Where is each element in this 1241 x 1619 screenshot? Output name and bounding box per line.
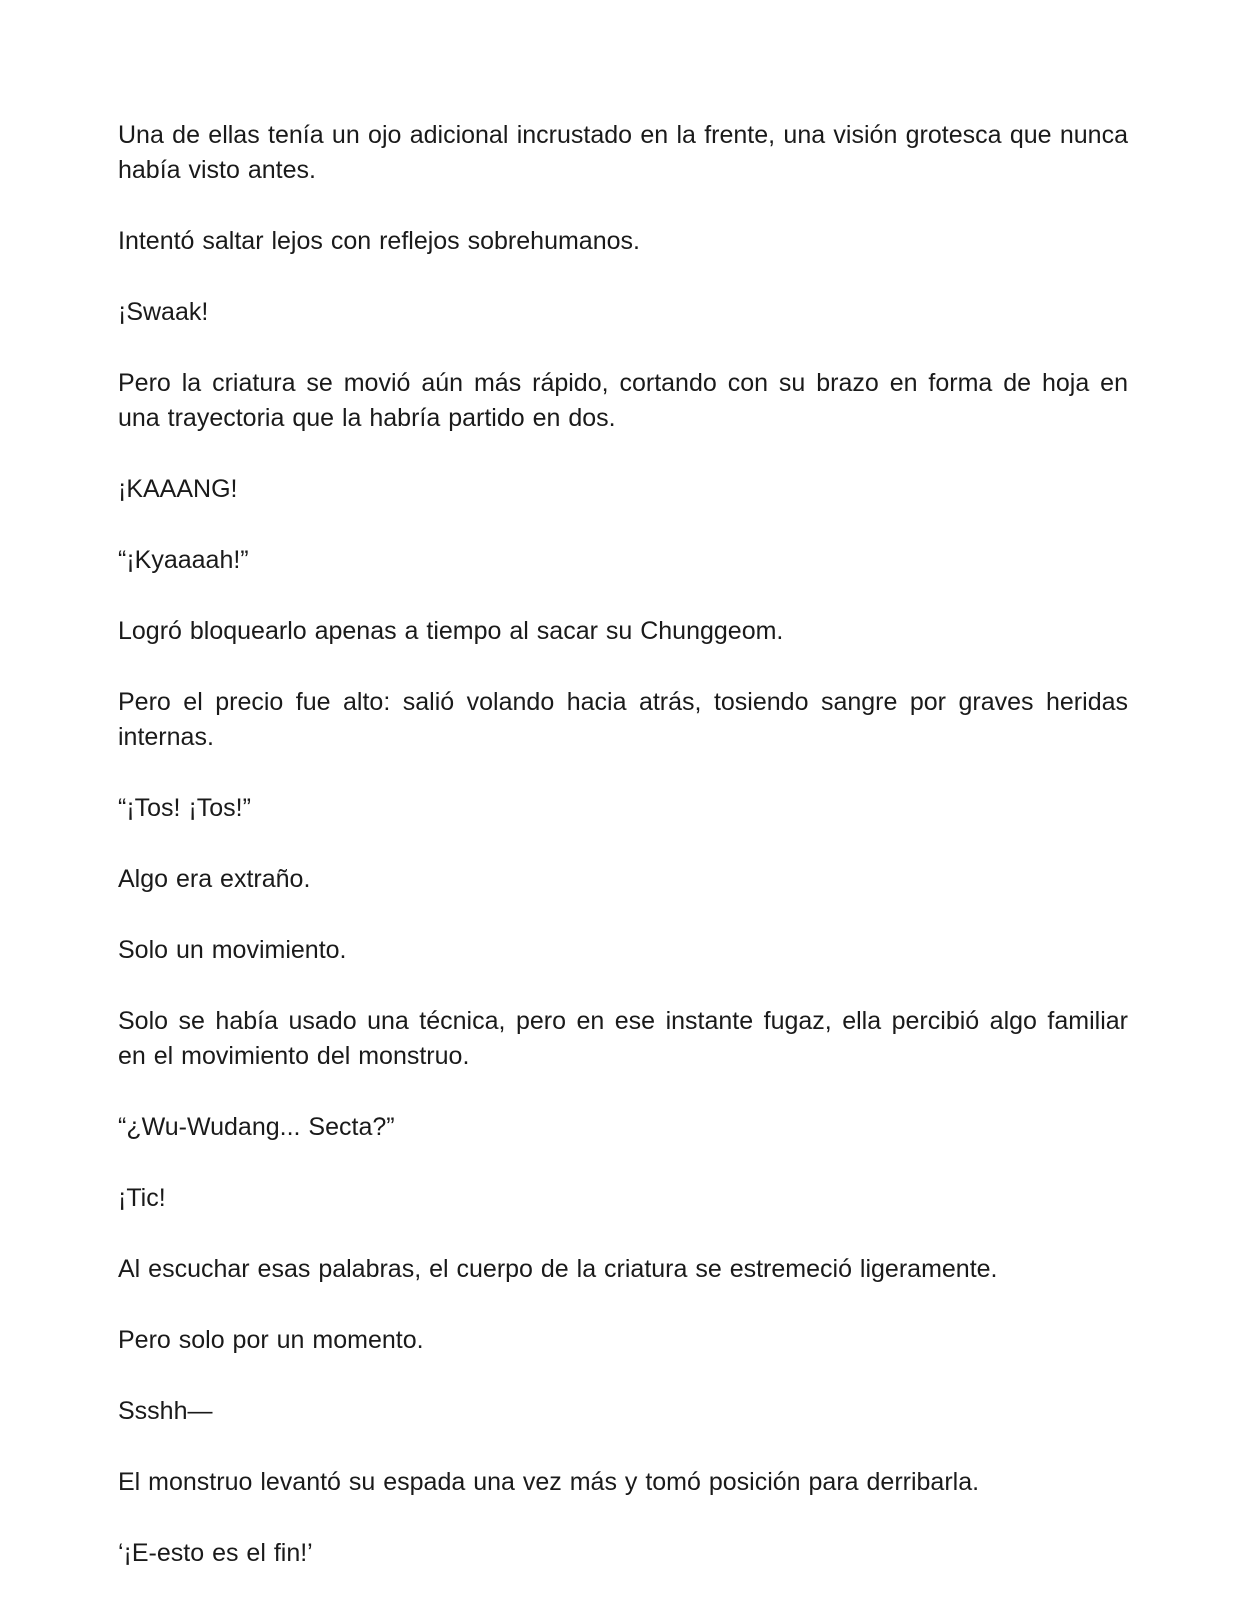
paragraph: Al escuchar esas palabras, el cuerpo de la criatura se estremeció ligeramente.: [118, 1255, 998, 1283]
paragraph: “¿Wu-Wudang... Secta?”: [118, 1113, 395, 1141]
text-body: [118, 118, 1128, 1607]
paragraph: Logró bloquearlo apenas a tiempo al sacar su Chunggeom.: [118, 617, 784, 645]
paragraph: Pero solo por un momento.: [118, 1326, 424, 1354]
paragraph: Pero la criatura se movió aún más rápido, cortando con su brazo en forma de hoja en una trayectoria que la habría partido en dos.: [118, 369, 1128, 432]
paragraph: Solo un movimiento.: [118, 936, 347, 964]
paragraph: ¡Swaak!: [118, 298, 209, 326]
paragraph: Algo era extraño.: [118, 865, 311, 893]
paragraph: Pero el precio fue alto: salió volando hacia atrás, tosiendo sangre por graves heridas internas.: [118, 688, 1128, 751]
paragraph: Intentó saltar lejos con reflejos sobrehumanos.: [118, 227, 640, 255]
paragraph: Solo se había usado una técnica, pero en ese instante fugaz, ella percibió algo familiar en el movimiento del monstruo.: [118, 1007, 1128, 1070]
paragraph: El monstruo levantó su espada una vez más y tomó posición para derribarla.: [118, 1468, 980, 1496]
paragraph: “¡Kyaaaah!”: [118, 546, 249, 574]
paragraph: Ssshh—: [118, 1397, 213, 1425]
paragraph: ‘¡E-esto es el fin!’: [118, 1539, 313, 1567]
paragraph: Una de ellas tenía un ojo adicional incrustado en la frente, una visión grotesca que nunca había visto antes.: [118, 121, 1128, 184]
paragraph: “¡Tos! ¡Tos!”: [118, 794, 251, 822]
paragraph: ¡KAAANG!: [118, 475, 238, 503]
paragraph: ¡Tic!: [118, 1184, 166, 1212]
